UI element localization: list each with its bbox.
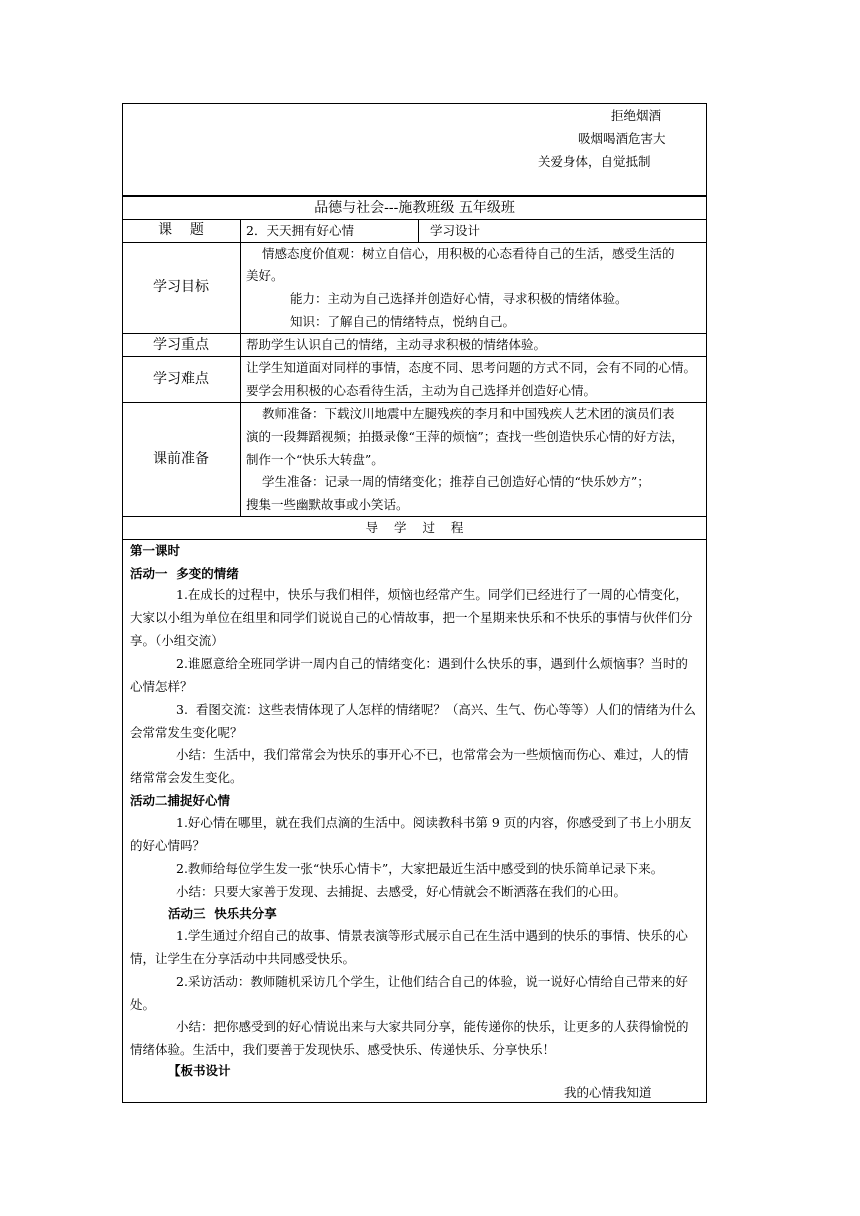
goal-line-1: 情感态度价值观：树立自信心，用积极的心态看待自己的生活，感受生活的 [262, 246, 675, 261]
design-label: 学习设计 [430, 223, 481, 238]
top-line-1: 拒绝烟酒 [611, 108, 662, 123]
activity-1-para-3: 3. 看图交流：这些表情体现了人怎样的情绪呢？（高兴、生气、伤心等等）人们的情绪为什么会常常发生变化呢？ [130, 702, 696, 740]
activity-1-para-1: 1.在成长的过程中，快乐与我们相伴，烦恼也经常产生。同学们已经进行了一周的心情变化，大家以小组为单位在组里和同学们说说自己的心情故事，把一个星期来快乐和不快乐的事情与伙伴们分享。（小组交流） [130, 587, 693, 648]
process-title: 导 学 过 程 [365, 520, 464, 535]
prep-line-5: 搜集一些幽默故事或小笑话。 [246, 497, 409, 512]
topic-value: 2．天天拥有好心情 [246, 223, 354, 238]
goal-line-4: 知识：了解自己的情绪特点，悦纳自己。 [290, 314, 516, 329]
difficulty-label: 学习难点 [153, 371, 209, 387]
activity-3-title: 活动三 快乐共分享 [168, 906, 277, 921]
difficulty-line-2: 要学会用积极的心态看待生活，主动为自己选择并创造好心情。 [246, 383, 597, 398]
difficulty-line-1: 让学生知道面对同样的事情，态度不同、思考问题的方式不同，会有不同的心情。 [246, 360, 697, 375]
goals-label: 学习目标 [153, 279, 209, 295]
activity-2-para-1: 1.好心情在哪里，就在我们点滴的生活中。阅读教科书第 9 页的内容，你感受到了书上小朋友的好心情吗？ [130, 815, 692, 853]
prep-line-3: 制作一个“快乐大转盘”。 [246, 452, 384, 467]
goal-line-2: 美好。 [246, 268, 284, 283]
activity-3-para-1: 1.学生通过介绍自己的故事、情景表演等形式展示自己在生活中遇到的快乐的事情、快乐的心情，让学生在分享活动中共同感受快乐。 [130, 928, 688, 966]
top-line-2: 吸烟喝酒危害大 [578, 131, 666, 146]
activity-1-title: 活动一 多变的情绪 [130, 566, 239, 581]
activity-2-summary: 小结：只要大家善于发现、去捕捉、去感受，好心情就会不断洒落在我们的心田。 [176, 884, 627, 899]
activity-2-title: 活动二捕捉好心情 [130, 793, 231, 808]
focus-value: 帮助学生认识自己的情绪，主动寻求积极的情绪体验。 [246, 337, 547, 352]
activity-2-para-2: 2.教师给每位学生发一张“快乐心情卡”，大家把最近生活中感受到的快乐简单记录下来。 [176, 861, 664, 876]
lesson-1-title: 第一课时 [130, 543, 181, 558]
goal-line-3: 能力：主动为自己选择并创造好心情，寻求积极的情绪体验。 [290, 291, 628, 306]
activity-1-para-2: 2.谁愿意给全班同学讲一周内自己的情绪变化：遇到什么快乐的事，遇到什么烦恼事？当时的心情怎样？ [130, 656, 688, 694]
prep-line-1: 教师准备：下载汶川地震中左腿残疾的李月和中国残疾人艺术团的演员们表 [262, 406, 675, 421]
prep-label: 课前准备 [153, 451, 209, 467]
board-design-text: 我的心情我知道 [564, 1085, 652, 1100]
table-header: 品德与社会---施教班级 五年级班 [314, 200, 515, 216]
prep-line-4: 学生准备：记录一周的情绪变化；推荐自己创造好心情的“快乐妙方”； [262, 474, 650, 489]
board-design-title: 【板书设计 [168, 1063, 231, 1078]
activity-1-summary: 小结：生活中，我们常常会为快乐的事开心不已，也常常会为一些烦恼而伤心、难过，人的情绪常常会发生变化。 [130, 747, 689, 785]
activity-3-summary: 小结：把你感受到的好心情说出来与大家共同分享，能传递你的快乐，让更多的人获得愉悦的情绪体验。生活中，我们要善于发现快乐、感受快乐、传递快乐、分享快乐！ [130, 1019, 689, 1057]
prep-line-2: 演的一段舞蹈视频；拍摄录像“王萍的烦恼”；查找一些创造快乐心情的好方法， [246, 429, 684, 444]
focus-label: 学习重点 [153, 337, 209, 353]
activity-3-para-2: 2.采访活动：教师随机采访几个学生，让他们结合自己的体验，说一说好心情给自己带来的好处。 [130, 974, 688, 1012]
top-line-3: 关爱身体，自觉抵制 [538, 154, 651, 169]
topic-label: 课 题 [158, 222, 204, 238]
